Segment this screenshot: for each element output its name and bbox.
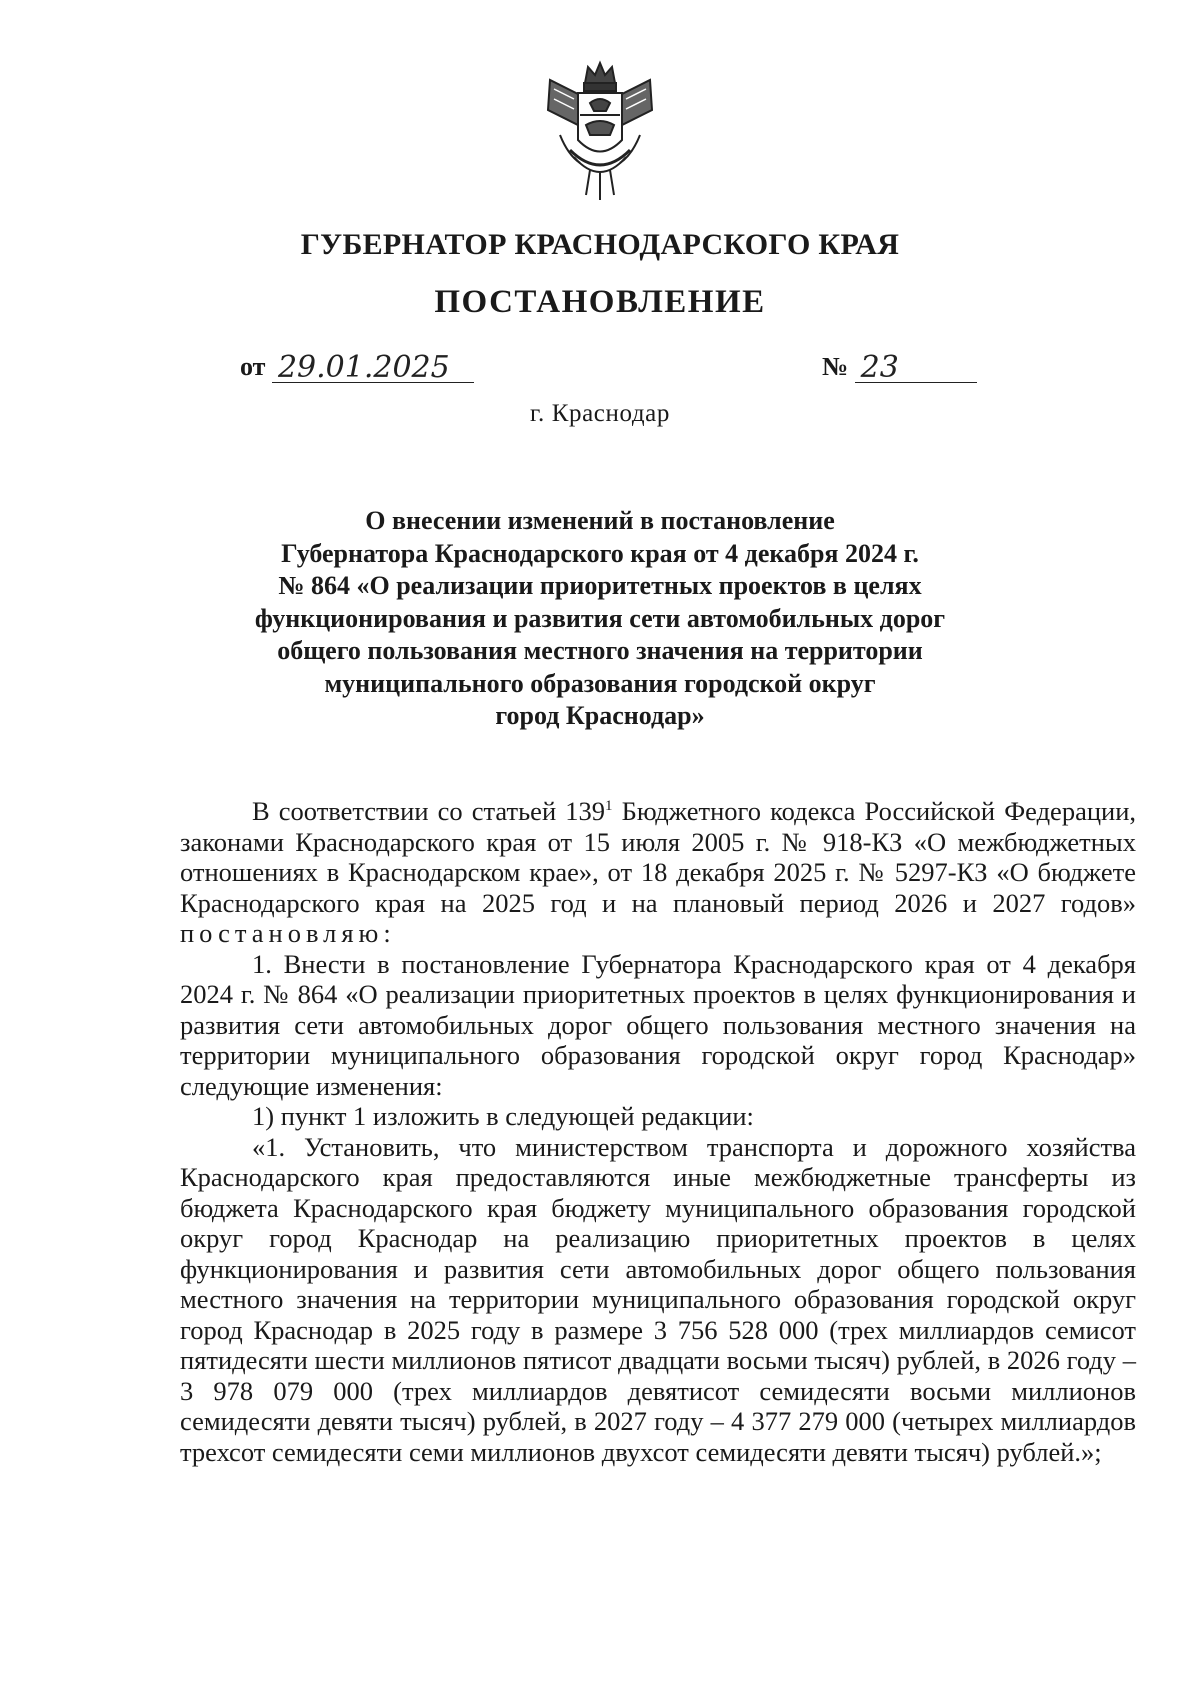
number-line (822, 352, 977, 383)
number-handwritten: 23 (855, 354, 977, 383)
subject-line: О внесении изменений в постановление (365, 506, 835, 535)
document-type: ПОСТАНОВЛЕНИЕ (434, 284, 766, 320)
subject-line: № 864 «О реализации приоритетных проектов в целях (278, 571, 922, 600)
date-prefix: от (240, 352, 266, 381)
article-superscript: 1 (605, 798, 613, 815)
city: г. Краснодар (530, 400, 670, 427)
coat-of-arms-emblem (540, 55, 660, 205)
subject-line: город Краснодар» (495, 701, 705, 730)
clause-paragraph: 1. Внести в постановление Губернатора Краснодарского края от 4 декабря 2024 г. № 864 «О реализации приоритетных проектов в целях функционирования и развития сети автомобильных дорог общего пользования местного значения на территории муниципального образования городской округ город Краснодар» следующие изменения: (180, 948, 1136, 1101)
subject-line: муниципального образования городской округ (324, 668, 876, 698)
issuing-authority: ГУБЕРНАТОР КРАСНОДАРСКОГО КРАЯ (300, 228, 900, 261)
resolve-word: постановляю: (180, 918, 396, 948)
document-subject (245, 505, 955, 733)
date-handwritten: 29.01.2025 (272, 354, 474, 383)
subject-line: функционирования и развития сети автомобильных дорог (254, 603, 946, 633)
subject-line: Губернатора Краснодарского края от 4 декабря 2024 г. (281, 538, 919, 568)
clause-paragraph: «1. Установить, что министерством транспорта и дорожного хозяйства Краснодарского края предоставляются иные межбюджетные трансферты из бюджета Краснодарского края бюджету муниципального образования городской округ город Краснодар на реализацию приоритетных проектов в целях функционирования и развития сети автомобильных дорог общего пользования местного значения на территории муниципального образования городской округ город Краснодар в 2025 году в размере 3 756 528 000 (трех миллиардов семисот пятидесяти шести миллионов пятисот двадцати восьми тысяч) рублей, в 2026 году – 3 978 079 000 (трех миллиардов девятисот семидесяти восьми миллионов семидесяти девяти тысяч) рублей, в 2027 году – 4 377 279 000 (четырех миллиардов трехсот семидесяти семи миллионов двухсот семидесяти девяти тысяч) рублей.»; (180, 1131, 1136, 1467)
document-body (180, 796, 1136, 1467)
preamble-paragraph (180, 796, 1136, 949)
preamble-start: В соответствии со статьей 139 (252, 796, 605, 826)
number-prefix: № (822, 352, 849, 381)
subject-line: общего пользования местного значения на территории (277, 636, 923, 665)
clause-paragraph: 1) пункт 1 изложить в следующей редакции: (252, 1101, 754, 1131)
date-line (240, 352, 474, 383)
preamble-rest: Бюджетного кодекса Российской Федерации, законами Краснодарского края от 15 июля 2005 г. № 918-КЗ «О межбюджетных отношениях в Краснодарском крае», от 18 декабря 2025 г. № 5297-КЗ «О бюджете Краснодарского края на 2025 год и на плановый период 2026 и 2027 годов» (180, 796, 1137, 918)
